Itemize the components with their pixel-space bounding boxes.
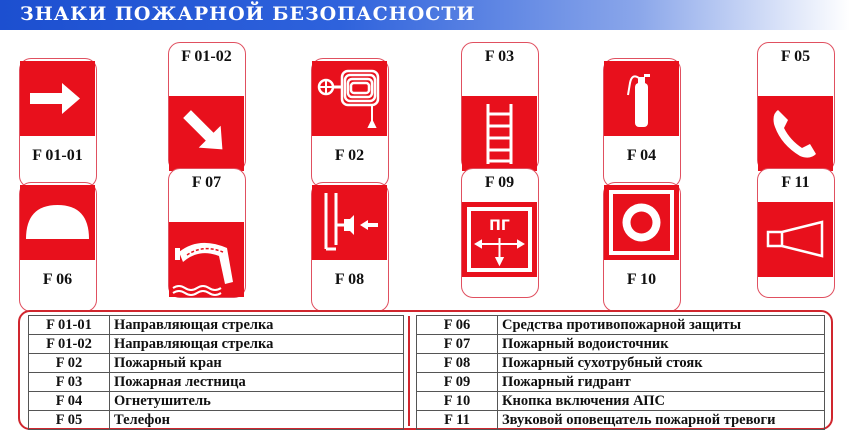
legend-description: Пожарный сухотрубный стояк [498,354,825,373]
alarm-button-icon [604,185,679,260]
legend-code: F 01-01 [29,316,110,335]
legend-row [29,316,404,335]
fire-hose-icon [312,61,387,136]
sign-card-f08 [311,182,389,312]
legend-description: Направляющая стрелка [110,316,404,335]
legend-description: Звуковой оповещатель пожарной тревоги [498,411,825,430]
legend-row [417,392,825,411]
legend-code: F 01-02 [29,335,110,354]
legend-code: F 09 [417,373,498,392]
telephone-icon [758,96,833,171]
sign-code: F 04 [626,147,657,164]
sign-code: F 02 [334,147,365,164]
dry-pipe-icon [312,185,387,260]
legend-code: F 02 [29,354,110,373]
legend-table-right [416,315,825,430]
legend-row [417,354,825,373]
arrow-down-right-icon [169,96,244,171]
legend-description: Кнопка включения АПС [498,392,825,411]
ladder-icon [462,96,537,171]
legend-description: Направляющая стрелка [110,335,404,354]
sign-code: F 09 [484,174,515,191]
legend-row [417,316,825,335]
sign-card-f05 [757,42,835,172]
legend-code: F 10 [417,392,498,411]
legend-row [417,411,825,430]
legend-description: Огнетушитель [110,392,404,411]
legend-code: F 07 [417,335,498,354]
water-source-icon [169,222,244,297]
legend-code: F 03 [29,373,110,392]
sign-code: F 08 [334,271,365,288]
horn-icon [758,202,833,277]
sign-card-f02 [311,58,389,188]
legend-table-left [28,315,404,430]
legend-code: F 11 [417,411,498,430]
sign-card-f09 [461,168,539,298]
hydrant-icon [462,202,537,277]
sign-card-f07 [168,168,246,298]
legend-description: Телефон [110,411,404,430]
sign-code: F 01-02 [181,48,232,65]
sign-code: F 10 [626,271,657,288]
sign-code: F 01-01 [32,147,83,164]
legend-description: Пожарный кран [110,354,404,373]
sign-card-f11 [757,168,835,298]
page-title: ЗНАКИ ПОЖАРНОЙ БЕЗОПАСНОСТИ [20,3,476,25]
legend-description: Пожарный гидрант [498,373,825,392]
arrow-right-icon [20,61,95,136]
sign-code: F 07 [191,174,222,191]
legend-row [29,392,404,411]
legend-row [29,411,404,430]
legend-code: F 08 [417,354,498,373]
sign-card-f01-01 [19,58,97,188]
sign-card-f10 [603,182,681,312]
legend-description: Пожарная лестница [110,373,404,392]
sign-card-f03 [461,42,539,172]
hydrant-sign-text: ПГ [489,218,510,234]
sign-code: F 11 [781,174,810,191]
fire-extinguisher-icon [604,61,679,136]
title-banner [0,0,850,30]
legend-panel [18,310,833,430]
sign-code: F 03 [484,48,515,65]
legend-code: F 04 [29,392,110,411]
legend-row [417,373,825,392]
legend-code: F 05 [29,411,110,430]
legend-code: F 06 [417,316,498,335]
legend-divider [408,316,410,426]
legend-row [417,335,825,354]
sign-code: F 06 [42,271,73,288]
dome-icon [20,185,95,260]
legend-description: Пожарный водоисточник [498,335,825,354]
sign-card-f06 [19,182,97,312]
sign-code: F 05 [780,48,811,65]
sign-card-f01-02 [168,42,246,172]
legend-row [29,354,404,373]
sign-card-f04 [603,58,681,188]
legend-row [29,373,404,392]
legend-row [29,335,404,354]
legend-description: Средства противопожарной защиты [498,316,825,335]
